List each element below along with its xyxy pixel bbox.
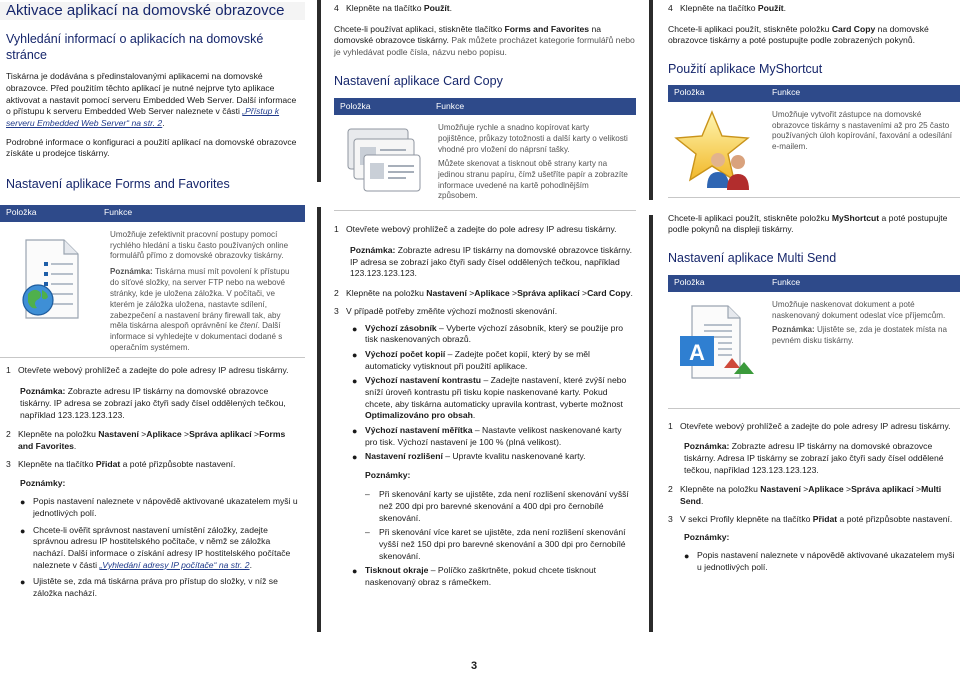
column-3	[668, 0, 960, 574]
resolution-notes	[365, 489, 636, 562]
list-item: – Při skenování více karet se ujistěte, zda není rozlišení skenování vyšší než 150 dpi pro barevné skenování a 300 dpi pro černobílé skenování.	[365, 527, 626, 561]
section-heading-myshortcut: Použití aplikace MyShortcut	[668, 62, 823, 77]
step-2: 2 Klepněte na položku Nastavení >Aplikace >Správa aplikací >Card Copy.	[334, 288, 633, 299]
step-3: 3 V sekci Profily klepněte na tlačítko Přidat a poté přizpůsobte nastavení.	[668, 513, 953, 524]
card-copy-table	[334, 98, 636, 211]
table-row	[334, 115, 636, 211]
myshortcut-tip: Chcete-li aplikaci použít, stiskněte položku MyShortcut a poté postupujte podle pokynů na displeji tiskárny.	[668, 212, 948, 235]
bullet-icon: ●	[20, 497, 26, 508]
forms-favorites-icon	[0, 222, 104, 357]
section-heading-card-copy: Nastavení aplikace Card Copy	[334, 73, 503, 88]
column-2	[334, 0, 636, 589]
svg-text:A: A	[689, 339, 705, 365]
bullet-icon: ●	[352, 452, 358, 463]
bullet-icon: ●	[352, 426, 358, 436]
notes-list	[20, 496, 299, 600]
card-copy-icon	[334, 115, 436, 210]
bullet-icon: ●	[684, 551, 690, 562]
list-item: ● Tisknout okraje – Políčko zaškrtněte, pokud chcete tisknout naskenovaný obraz s rámečkem.	[352, 565, 597, 588]
forms-favorites-table	[0, 205, 305, 358]
list-item: ● Ujistěte se, zda má tiskárna práva pro přístup do složky, v níž se záložka nachází.	[20, 576, 278, 598]
step-2: 2 Klepněte na položku Nastavení >Aplikace >Správa aplikací >Forms and Favorites.	[6, 429, 286, 452]
details-paragraph: Podrobné informace o konfiguraci a použití aplikací na domovské obrazovce získáte u prodejce tiskárny.	[6, 136, 297, 159]
step-2: 2 Klepněte na položku Nastavení >Aplikace >Správa aplikací >Multi Send.	[668, 484, 942, 507]
table-header	[668, 85, 960, 102]
table-row	[668, 102, 960, 198]
step-4: 4 Klepněte na tlačítko Použít.	[668, 3, 787, 13]
myshortcut-icon	[668, 102, 766, 197]
dash-icon: –	[365, 527, 370, 538]
section-heading-multi-send: Nastavení aplikace Multi Send	[668, 251, 837, 266]
bullet-icon: ●	[352, 323, 358, 334]
column-rule-right-bottom	[649, 215, 653, 632]
notes-list	[684, 550, 960, 573]
bullet-icon: ●	[20, 577, 26, 588]
list-item: ● Výchozí nastavení měřítka – Nastavte velikost naskenované karty pro tisk. Výchozí nastavení je 100 % (plná velikost).	[352, 425, 622, 447]
table-header-item: Položka	[674, 277, 705, 288]
table-header	[0, 205, 305, 222]
multi-send-table	[668, 275, 960, 409]
note-ip-address: Poznámka: Zobrazte adresu IP tiskárny na domovské obrazovce tiskárny. IP adresa se zobrazí jako čtyři sady čísel oddělených tečkou, například 123.123.123.123.	[20, 386, 286, 420]
page-number: 3	[471, 660, 478, 672]
step-1: 1 Otevřete webový prohlížeč a zadejte do pole adresy IP adresu tiskárny.	[668, 420, 951, 431]
step-4: 4 Klepněte na tlačítko Použít.	[334, 3, 453, 13]
table-header-function: Funkce	[772, 277, 801, 288]
note-ip-address: Poznámka: Zobrazte adresu IP tiskárny na domovské obrazovce tiskárny. Adresa IP tiskárny se zobrazí jako čtyři sady čísel oddělené tečkou, například 123.123.123.123.	[684, 441, 944, 475]
bullet-icon: ●	[20, 525, 26, 536]
list-item: ● Výchozí počet kopií – Zadejte počet kopií, který by se měl automaticky vytisknout při použití aplikace.	[352, 348, 590, 371]
step-3: 3 V případě potřeby změňte výchozí možnosti skenování.	[334, 305, 558, 316]
table-header-function: Funkce	[772, 87, 801, 98]
list-item: ● Popis nastavení naleznete v nápovědě aktivované ukazatelem myši u jednotlivých polí.	[20, 496, 298, 518]
column-rule-right-top	[649, 0, 653, 200]
notes-label: Poznámky:	[684, 531, 730, 542]
note-ip-address: Poznámka: Zobrazte adresu IP tiskárny na domovské obrazovce tiskárny. IP adresa se zobrazí jako čtyři sady čísel oddělených tečkou, například 123.123.123.123.	[350, 245, 632, 279]
table-function-cell: Umožňuje naskenovat dokument a poté naskenovaný dokument odeslat více příjemcům. Poznámka: Ujistěte se, zda je dostatek místa na pevném disku tiskárny.	[772, 299, 947, 346]
bullet-icon: ●	[352, 566, 358, 577]
myshortcut-table	[668, 85, 960, 198]
section-heading-find-info: Vyhledání informací o aplikacích na domovské stránce	[6, 32, 264, 62]
step-3: 3 Klepněte na tlačítko Přidat a poté přizpůsobte nastavení.	[6, 458, 236, 469]
table-header	[334, 98, 636, 115]
multi-send-icon	[668, 292, 766, 408]
link-find-ip[interactable]: „Vyhledání adresy IP počítače“ na str. 2	[99, 559, 250, 570]
column-rule-left-bottom	[317, 207, 321, 632]
column-1	[0, 0, 305, 600]
table-row	[0, 222, 305, 358]
table-header-item: Položka	[340, 101, 371, 112]
list-item: ● Popis nastavení naleznete v nápovědě aktivované ukazatelem myši u jednotlivých polí.	[684, 550, 955, 572]
table-row	[668, 292, 960, 409]
usage-tip: Chcete-li používat aplikaci, stiskněte tlačítko Forms and Favorites na domovské obrazovce tiskárny. Pak můžete procházet kategorie formulářů nebo je vyhledávat podle čísla, názvu nebo popisu.	[334, 23, 635, 58]
step-1: 1 Otevřete webový prohlížeč a zadejte do pole adresy IP adresu tiskárny.	[334, 224, 617, 235]
options-list	[352, 323, 636, 589]
table-header-function: Funkce	[104, 207, 133, 218]
section-heading-forms-favorites: Nastavení aplikace Forms and Favorites	[6, 177, 230, 192]
page-title: Aktivace aplikací na domovské obrazovce	[0, 2, 305, 20]
notes-label: Poznámky:	[20, 477, 66, 488]
table-header-function: Funkce	[436, 101, 465, 112]
table-function-cell: Umožňuje rychle a snadno kopírovat karty pojištěnce, průkazy totožnosti a další karty o velikosti vhodné pro vložení do náprsní tašky. Můžete skenovat a tisknout obě strany karty na jedinou stranu papíru, čímž ušetříte papír a zobrazíte informace uvedené na kartě pohodlnějším způsobem.	[438, 123, 628, 201]
table-header-item: Položka	[6, 207, 37, 218]
bullet-icon: ●	[352, 349, 358, 360]
list-item: ● Nastavení rozlišení – Upravte kvalitu naskenované karty.	[352, 451, 586, 463]
list-item: ● Chcete-li ověřit správnost nastavení umístění záložky, zadejte správnou adresu IP hostitelského počítače, v němž se záložka nachází. Další informace o získání adresy IP hostitelského počítače naleznete v části „Vyhledání adresy IP počítače“ na str. 2.	[20, 524, 291, 570]
dash-icon: –	[365, 489, 370, 500]
table-header	[668, 275, 960, 292]
notes-label: Poznámky:	[365, 469, 411, 480]
usage-tip: Chcete-li aplikaci použít, stiskněte položku Card Copy na domovské obrazovce tiskárny a poté postupujte podle zobrazených pokynů.	[668, 23, 929, 46]
link-embedded-web-server[interactable]: „Přístup k serveru Embedded Web Server“ na str. 2	[6, 106, 280, 128]
table-function-cell: Umožňuje vytvořit zástupce na domovské obrazovce tiskárny s nastaveními až pro 25 často používaných úloh kopírování, faxování a odesílání e-mailem.	[772, 109, 952, 152]
list-item: ● Výchozí zásobník – Vyberte výchozí zásobník, který se použije pro tisk naskenovaných obrazů.	[352, 322, 624, 345]
bullet-icon: ●	[352, 376, 358, 387]
column-rule-left-top	[317, 0, 321, 182]
table-function-cell: Umožňuje zefektivnit pracovní postupy pomocí rychlého hledání a tisku často používaných online formulářů přímo z domovské obrazovky tiskárny. Poznámka: Tiskárna musí mít povolení k přístupu do síťové složky, na server FTP nebo na webové stránky, kde je uložena záložka. V počítači, ve kterém je záložka uložena, nastavte sdílení, zabezpečení a nastavení brány firewall tak, aby měla tiskárna alespoň oprávnění ke čtení. Další informace si vyhledejte v dokumentaci dodané s operačním systémem.	[110, 229, 290, 353]
intro-paragraph: Tiskárna je dodávána s předinstalovanými aplikacemi na domovské obrazovce. Před použitím těchto aplikací je nutné nejprve tyto aplikace aktivovat a nastavit pomocí serveru Embedded Web Server. Další informace o přístupu k serveru Embedded Web Server naleznete v části „Přístup k serveru Embedded Web Server“ na str. 2.	[6, 71, 297, 128]
list-item: ● Výchozí nastavení kontrastu – Zadejte nastavení, které zvýší nebo sníží úroveň kontrastu při tisku kopie naskenované karty. Pokud chcete, aby tiskárna automaticky upravila kontrast, vyberte možnost Optimalizováno pro obsah.	[352, 375, 627, 421]
table-header-item: Položka	[674, 87, 705, 98]
list-item: – Při skenování karty se ujistěte, zda není rozlišení skenování vyšší než 200 dpi pro barevné skenování a 400 dpi pro černobílé skenování.	[365, 489, 629, 523]
step-1: 1 Otevřete webový prohlížeč a zadejte do pole adresy IP adresu tiskárny.	[6, 364, 289, 375]
